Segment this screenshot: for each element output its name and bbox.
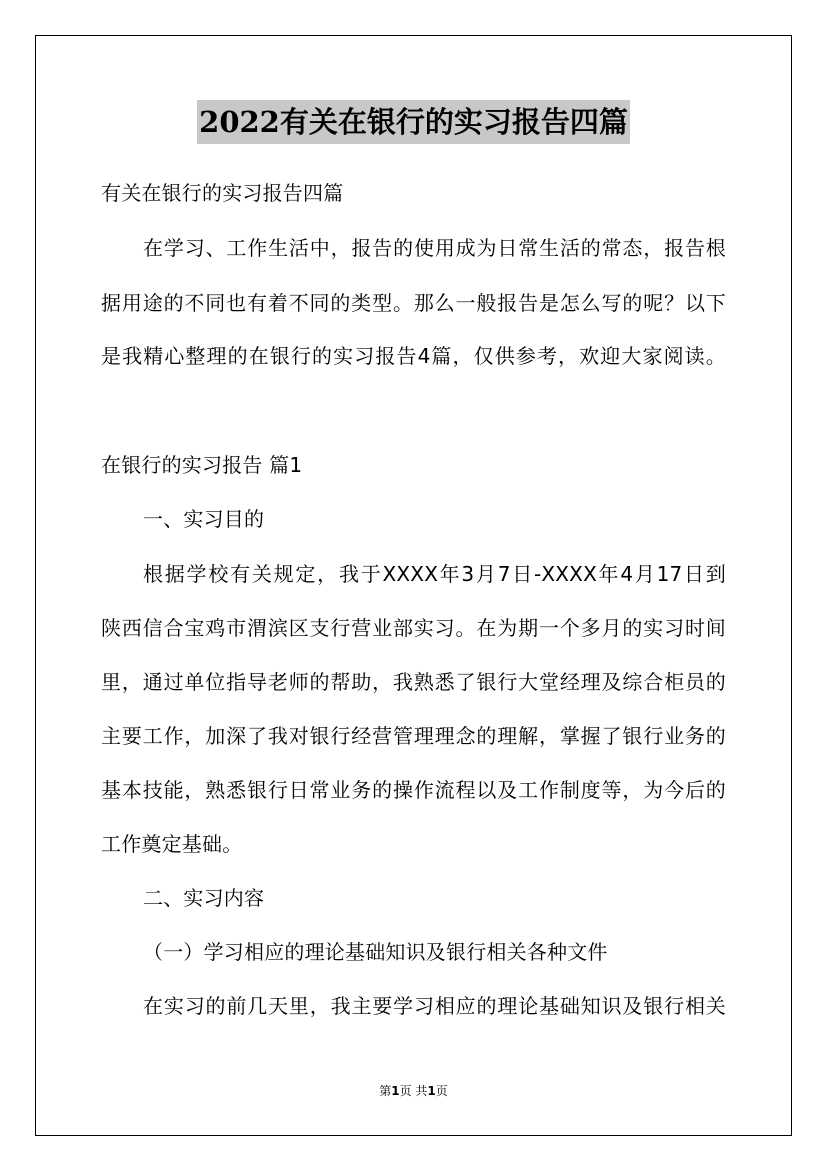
subheading-purpose: 一、实习目的 [143,507,265,531]
body-line-5: 基本技能，熟悉银行日常业务的操作流程以及工作制度等，为今后的 [101,778,726,802]
body-line-1: 根据学校有关规定，我于XXXX年3月7日-XXXX年4月17日到 [143,562,726,586]
footer-page-total: 1 [427,1084,436,1098]
intro-line-3: 是我精心整理的在银行的实习报告4篇，仅供参考，欢迎大家阅读。 [101,344,726,368]
title-container [0,100,827,144]
body-line-6: 工作奠定基础。 [101,832,243,856]
section-heading: 在银行的实习报告 篇1 [101,453,303,477]
page-footer [0,1082,827,1099]
footer-page-number: 1 [391,1084,400,1098]
body-line-3: 里，通过单位指导老师的帮助，我熟悉了银行大堂经理及综合柜员的 [101,670,726,694]
footer-prefix: 第 [379,1084,392,1098]
subtitle-line: 有关在银行的实习报告四篇 [101,181,344,205]
intro-line-1: 在学习、工作生活中，报告的使用成为日常生活的常态，报告根 [143,236,726,260]
body-line-2: 陕西信合宝鸡市渭滨区支行营业部实习。在为期一个多月的实习时间 [101,616,726,640]
subheading-study: （一）学习相应的理论基础知识及银行相关各种文件 [143,940,608,964]
footer-suffix: 页 [435,1084,448,1098]
subheading-content: 二、实习内容 [143,886,265,910]
footer-mid: 页 共 [399,1084,428,1098]
body-line-7: 在实习的前几天里，我主要学习相应的理论基础知识及银行相关 [143,994,726,1018]
body-line-4: 主要工作，加深了我对银行经营管理理念的理解，掌握了银行业务的 [101,724,726,748]
document-title: 2022有关在银行的实习报告四篇 [197,100,630,144]
intro-line-2: 据用途的不同也有着不同的类型。那么一般报告是怎么写的呢？以下 [101,291,726,315]
